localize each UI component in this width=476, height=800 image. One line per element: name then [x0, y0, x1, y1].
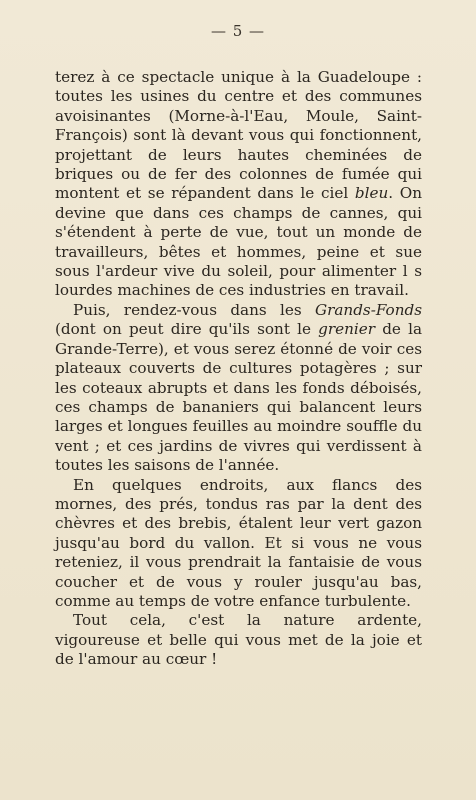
paragraph	[55, 611, 422, 669]
text-segment: terez à ce spectacle unique à la Guadeloupe : toutes les usines du centre et des communes avoisinantes (Morne-à-l'Eau, Moule, Saint-François) sont là devant vous qui fonctionnent, projettant de leurs hautes cheminées de briques ou de fer des colonnes de fumée qui montent et se répandent dans le ciel	[55, 68, 422, 203]
paragraph	[55, 68, 422, 301]
italic-text: bleu	[354, 184, 389, 203]
page-number: — 5 —	[210, 22, 266, 40]
italic-text: Grands-Fonds	[314, 300, 422, 319]
text-segment: . On devine que dans ces champs de cannes, qui s'étendent à perte de vue, tout un monde de travailleurs, bêtes et hommes, peine et sue sous l'ardeur vive du soleil, pour alimenter l s lourdes machines de ces industries en travail.	[55, 184, 422, 300]
text-segment: de la Grande-Terre), et vous serez étonné de voir ces plateaux couverts de cultures potagères ; sur les coteaux abrupts et dans les fonds déboisés, ces champs de bananiers qui balancent leurs larges et longues feuilles au moindre souffle du vent ; et ces jardins de vivres qui verdissent à toutes les saisons de l'année.	[55, 320, 423, 475]
italic-text: grenier	[318, 320, 376, 339]
text-segment: (dont on peut dire qu'ils sont le	[55, 320, 319, 339]
paragraph	[55, 301, 422, 476]
text-segment: En quelques endroits, aux flancs des mornes, des prés, tondus ras par la dent des chèvres et des brebis, étalent leur vert gazon jusqu'au bord du vallon. Et si vous ne vous reteniez, il vous prendrait la fantaisie de vous coucher et de vous y rouler jusqu'au bas, comme au temps de votre enfance turbulente.	[55, 475, 422, 610]
text-segment: Puis, rendez-vous dans les	[73, 300, 315, 319]
text-segment: Tout cela, c'est la nature ardente, vigoureuse et belle qui vous met de la joie et de l'amour au cœur !	[55, 611, 422, 669]
paragraph	[55, 476, 422, 612]
body-text	[55, 68, 422, 670]
